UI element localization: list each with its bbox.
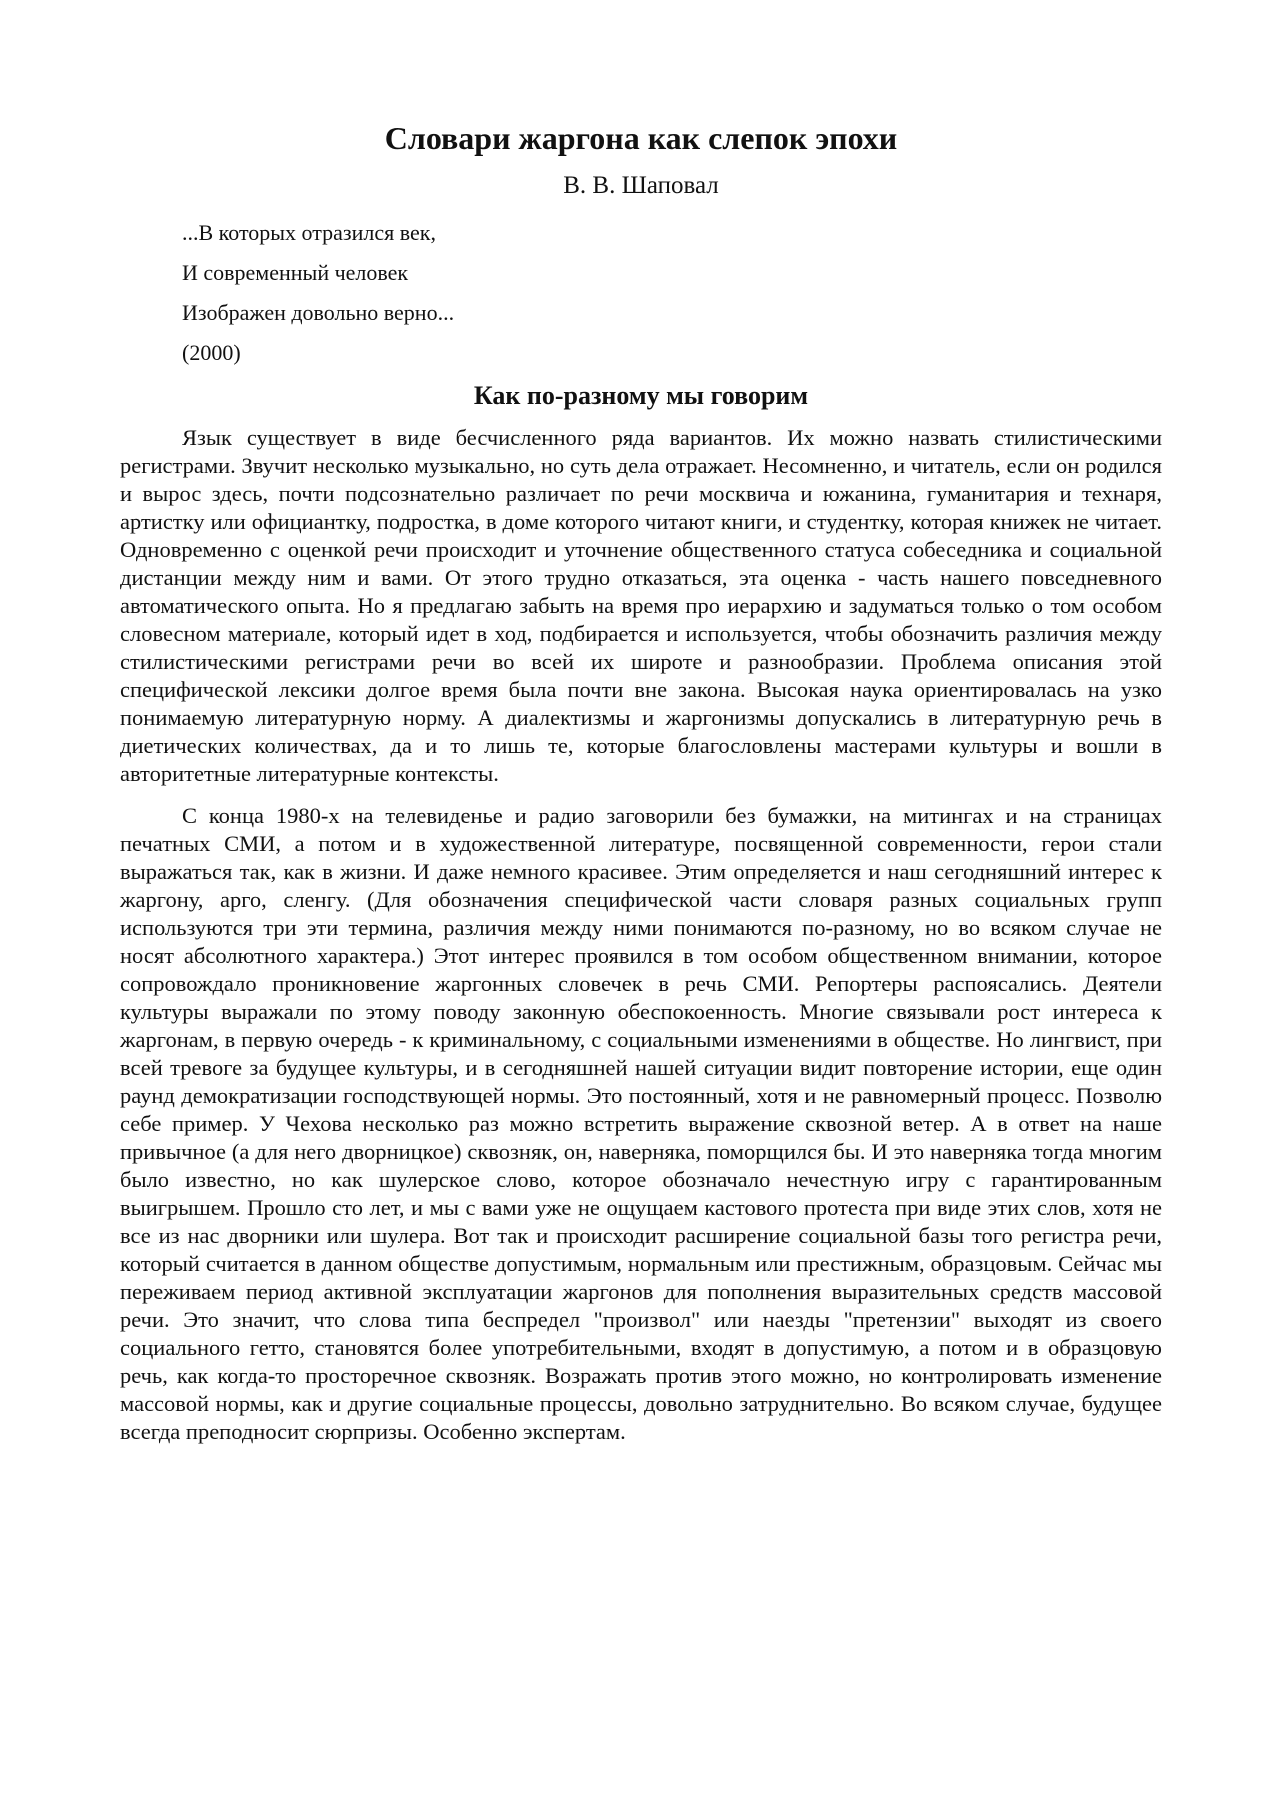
epigraph-date: (2000) (182, 340, 241, 365)
epigraph (182, 220, 1162, 366)
document-page (120, 118, 1162, 1460)
document-author: В. В. Шаповал (563, 172, 719, 199)
body-paragraph: С конца 1980-х на телевиденье и радио заговорили без бумажки, на митингах и на страницах печатных СМИ, а потом и в художественной литературе, посвященной современности, герои стали выражаться так, как в жизни. И даже немного красивее. Этим определяется и наш сегодняшний интерес к жаргону, арго, сленгу. (Для обозначения специфической части словаря разных социальных групп используются три эти термина, различия между ними понимаются по-разному, но во всяком случае не носят абсолютного характера.) Этот интерес проявился в том особом общественном внимании, которое сопровождало проникновение жаргонных словечек в речь СМИ. Репортеры распоясались. Деятели культуры выражали по этому поводу законную обеспокоенность. Многие связывали рост интереса к жаргонам, в первую очередь - к криминальному, с социальными изменениями в обществе. Но лингвист, при всей тревоге за будущее культуры, и в сегодняшней нашей ситуации видит повторение истории, еще один раунд демократизации господствующей нормы. Это постоянный, хотя и не равномерный процесс. Позволю себе пример. У Чехова несколько раз можно встретить выражение сквозной ветер. А в ответ на наше привычное (а для него дворницкое) сквозняк, он, наверняка, поморщился бы. И это наверняка тогда многим было известно, но как шулерское слово, которое обозначало нечестную игру с гарантированным выигрышем. Прошло сто лет, и мы с вами уже не ощущаем кастового протеста при виде этих слов, хотя не все из нас дворники или шулера. Вот так и происходит расширение социальной базы того регистра речи, который считается в данном обществе допустимым, нормальным или престижным, образцовым. Сейчас мы переживаем период активной эксплуатации жаргонов для пополнения выразительных средств массовой речи. Это значит, что слова типа беспредел "произвол" или наезды "претензии" выходят из своего социального гетто, становятся более употребительными, входят в допустимую, а потом и в образцовую речь, как когда-то просторечное сквозняк. Возражать против этого можно, но контролировать изменение массовой нормы, как и другие социальные процессы, довольно затруднительно. Во всяком случае, будущее всегда преподносит сюрпризы. Особенно экспертам. (120, 803, 1162, 1444)
body-paragraph: Язык существует в виде бесчисленного ряда вариантов. Их можно назвать стилистическими регистрами. Звучит несколько музыкально, но суть дела отражает. Несомненно, и читатель, если он родился и вырос здесь, почти подсознательно различает по речи москвича и южанина, гуманитария и технаря, артистку или официантку, подростка, в доме которого читают книги, и студентку, которая книжек не читает. Одновременно с оценкой речи происходит и уточнение общественного статуса собеседника и социальной дистанции между ним и вами. От этого трудно отказаться, эта оценка - часть нашего повседневного автоматического опыта. Но я предлагаю забыть на время про иерархию и задуматься только о том особом словесном материале, который идет в ход, подбирается и используется, чтобы обозначить различия между стилистическими регистрами речи во всей их широте и разнообразии. Проблема описания этой специфической лексики долгое время была почти вне закона. Высокая наука ориентировалась на узко понимаемую литературную норму. А диалектизмы и жаргонизмы допускались в литературную речь в диетических количествах, да и то лишь те, которые благословлены мастерами культуры и вошли в авторитетные литературные контексты. (120, 425, 1162, 786)
epigraph-line: ...В которых отразился век, (182, 220, 436, 245)
section-title: Как по-разному мы говорим (473, 381, 809, 410)
document-title: Словари жаргона как слепок эпохи (384, 120, 898, 156)
epigraph-line: Изображен довольно верно... (182, 300, 455, 325)
epigraph-line: И современный человек (182, 260, 409, 285)
